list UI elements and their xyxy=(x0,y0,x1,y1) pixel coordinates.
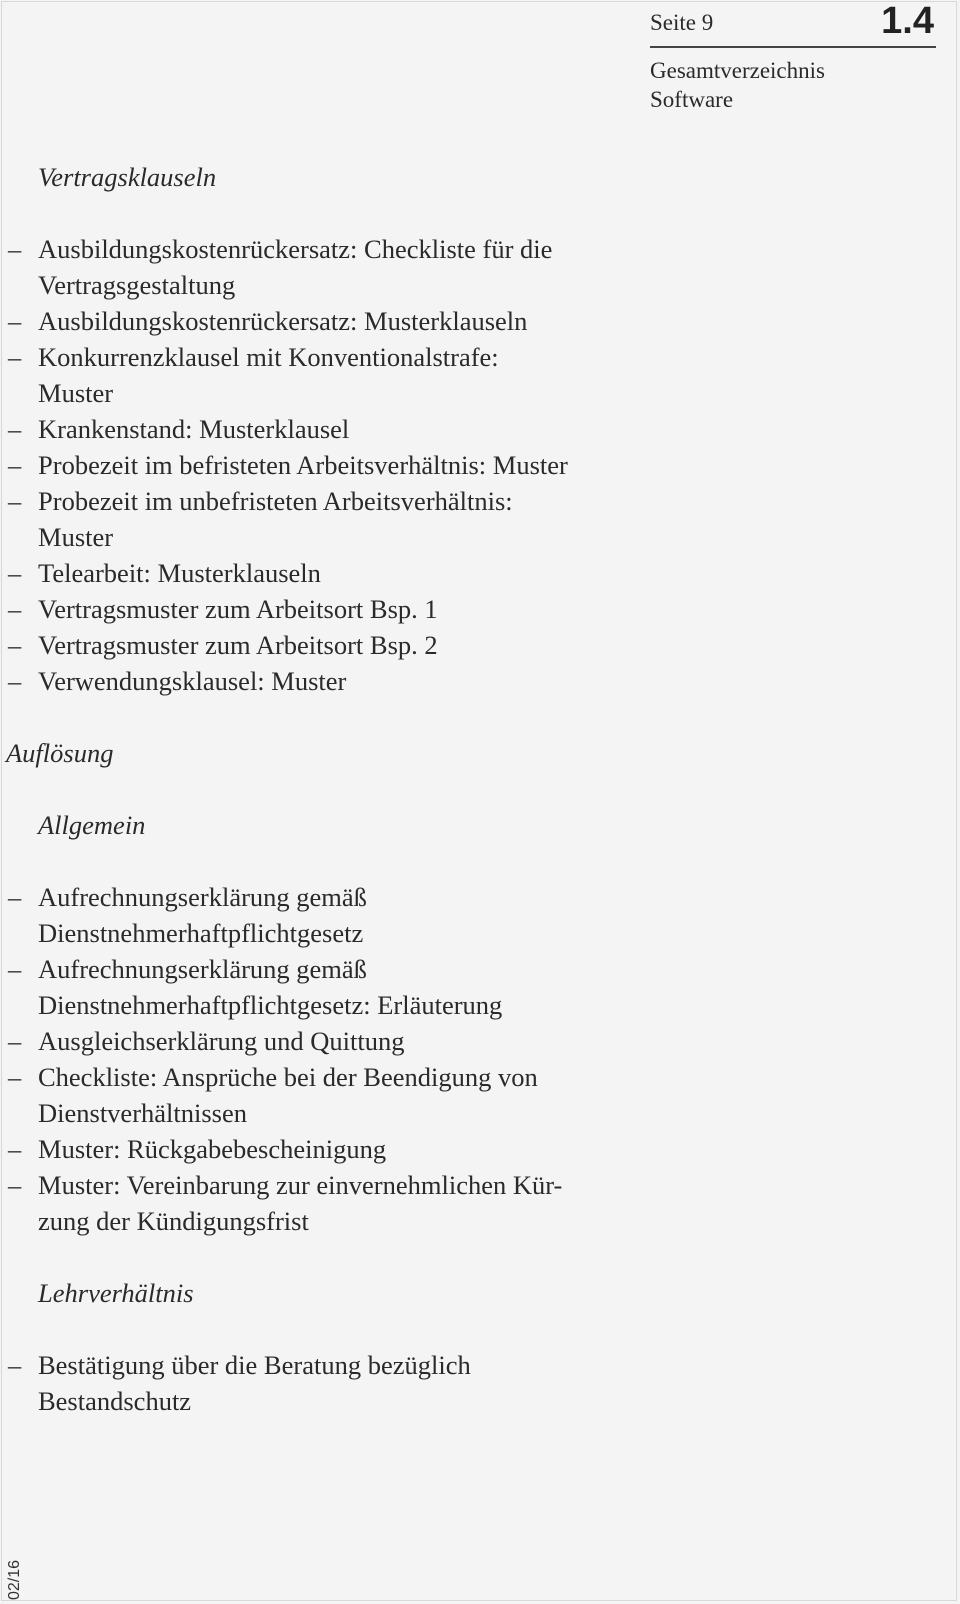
list-item-line: Checkliste: Ansprüche bei der Beendigung von xyxy=(38,1062,538,1092)
section-heading: Vertragsklauseln xyxy=(38,162,217,192)
list-item-line: Verwendungsklausel: Muster xyxy=(38,666,347,696)
list-item-line: Vertragsmuster zum Arbeitsort Bsp. 1 xyxy=(38,594,438,624)
list-item xyxy=(0,231,640,303)
dash-bullet: – xyxy=(8,558,22,588)
list-item-line: Dienstverhältnissen xyxy=(38,1098,248,1128)
list-item xyxy=(0,1167,640,1239)
list-item-line: zung der Kündigungsfrist xyxy=(38,1206,309,1236)
list-item-line: Muster: Rückgabebescheinigung xyxy=(38,1134,387,1164)
section-heading: Allgemein xyxy=(38,810,146,840)
section-heading: Auflösung xyxy=(6,738,114,768)
dash-bullet: – xyxy=(8,1134,22,1164)
list-item xyxy=(0,591,640,627)
list-item xyxy=(0,411,640,447)
page-number: Seite 9 xyxy=(650,10,714,35)
list-item xyxy=(0,1023,640,1059)
list-item-line: Vertragsmuster zum Arbeitsort Bsp. 2 xyxy=(38,630,438,660)
list-item xyxy=(0,627,640,663)
dash-bullet: – xyxy=(8,414,22,444)
list-item xyxy=(0,663,640,699)
dash-bullet: – xyxy=(8,450,22,480)
list-item-line: Aufrechnungserklärung gemäß xyxy=(38,882,367,912)
list-item-line: Dienstnehmerhaftpflichtgesetz: Erläuterung xyxy=(38,990,503,1020)
section-heading: Lehrverhältnis xyxy=(38,1278,194,1308)
list-item xyxy=(0,1347,640,1419)
dash-bullet: – xyxy=(8,954,22,984)
item-list xyxy=(0,879,640,1239)
list-item xyxy=(0,303,640,339)
list-item-line: Probezeit im unbefristeten Arbeitsverhältnis: xyxy=(38,486,513,516)
dash-bullet: – xyxy=(8,1170,22,1200)
list-item xyxy=(0,339,640,411)
dash-bullet: – xyxy=(8,342,22,372)
list-item xyxy=(0,951,640,1023)
item-list xyxy=(0,1347,640,1419)
list-item-line: Dienstnehmerhaftpflichtgesetz xyxy=(38,918,364,948)
subtitle-line: Gesamtverzeichnis xyxy=(650,58,825,83)
dash-bullet: – xyxy=(8,882,22,912)
list-item-line: Muster xyxy=(38,522,114,552)
dash-bullet: – xyxy=(8,306,22,336)
list-item-line: Bestandschutz xyxy=(38,1386,192,1416)
dash-bullet: – xyxy=(8,1026,22,1056)
dash-bullet: – xyxy=(8,630,22,660)
chapter-number: 1.4 xyxy=(881,0,934,42)
edition-label: 02/16 xyxy=(6,1559,23,1600)
list-item xyxy=(0,1131,640,1167)
header-subtitle xyxy=(650,56,825,114)
dash-bullet: – xyxy=(8,486,22,516)
list-item-line: Ausbildungskostenrückersatz: Musterklauseln xyxy=(38,306,528,336)
list-item-line: Muster: Vereinbarung zur einvernehmlichen Kür- xyxy=(38,1170,563,1200)
list-item-line: Bestätigung über die Beratung bezüglich xyxy=(38,1350,471,1380)
document-body xyxy=(0,159,640,1419)
list-item-line: Krankenstand: Musterklausel xyxy=(38,414,350,444)
dash-bullet: – xyxy=(8,234,22,264)
list-item-line: Aufrechnungserklärung gemäß xyxy=(38,954,367,984)
list-item-line: Muster xyxy=(38,378,114,408)
subtitle-line: Software xyxy=(650,87,734,112)
dash-bullet: – xyxy=(8,594,22,624)
list-item xyxy=(0,879,640,951)
dash-bullet: – xyxy=(8,1350,22,1380)
list-item xyxy=(0,447,640,483)
list-item xyxy=(0,1059,640,1131)
list-item-line: Probezeit im befristeten Arbeitsverhältnis: Muster xyxy=(38,450,568,480)
item-list xyxy=(0,231,640,699)
list-item-line: Konkurrenzklausel mit Konventionalstrafe: xyxy=(38,342,499,372)
header-rule xyxy=(650,46,936,48)
list-item-line: Telearbeit: Musterklauseln xyxy=(38,558,321,588)
list-item-line: Ausgleichserklärung und Quittung xyxy=(38,1026,405,1056)
list-item xyxy=(0,483,640,555)
dash-bullet: – xyxy=(8,1062,22,1092)
list-item-line: Ausbildungskostenrückersatz: Checkliste für die xyxy=(38,234,553,264)
dash-bullet: – xyxy=(8,666,22,696)
list-item xyxy=(0,555,640,591)
list-item-line: Vertragsgestaltung xyxy=(38,270,236,300)
